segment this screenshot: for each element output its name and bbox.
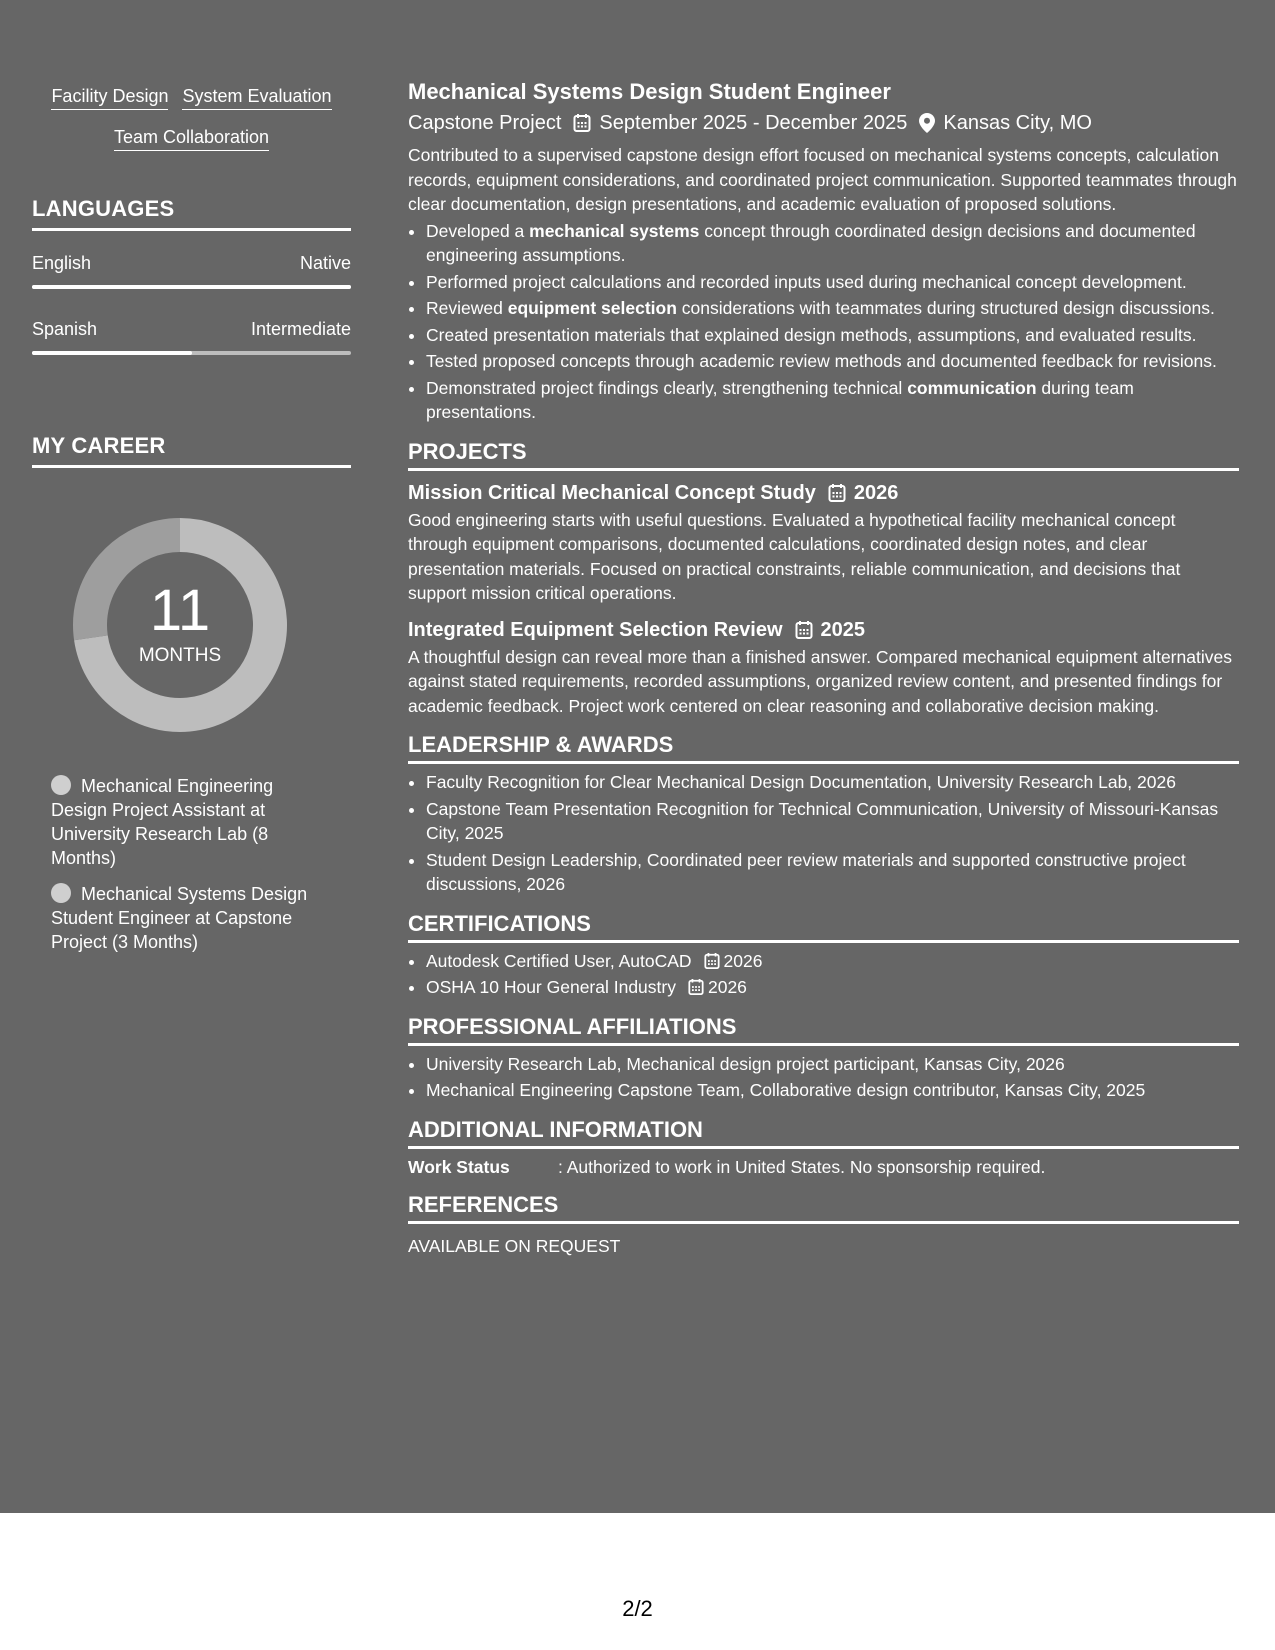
skill-tag: Team Collaboration (114, 125, 269, 151)
leadership-item: • Faculty Recognition for Clear Mechanical Design Documentation, University Research Lab, 2026 (426, 770, 1239, 795)
career-legend-dot (51, 775, 71, 795)
left-column (32, 78, 351, 966)
project-title: Integrated Equipment Selection Review (408, 618, 783, 641)
affiliation-item: • University Research Lab, Mechanical design project participant, Kansas City, 2026 (426, 1052, 1239, 1077)
job-bullets (408, 219, 1239, 425)
job-dates: September 2025 - December 2025 (599, 112, 908, 134)
additional-info-heading: ADDITIONAL INFORMATION (408, 1117, 1239, 1149)
certification-year: 2026 (707, 977, 747, 997)
languages-heading: LANGUAGES (32, 196, 351, 231)
affiliations-list (408, 1052, 1239, 1103)
job-bullet: • Reviewed equipment selection considerations with teammates during structured design discussions. (426, 296, 1239, 321)
language-proficiency-fill (32, 285, 351, 289)
language-item (32, 319, 351, 355)
career-total-value: 11 (149, 578, 211, 643)
language-proficiency-bar (32, 351, 351, 355)
certifications-list (408, 949, 1239, 1000)
job-title: Mechanical Systems Design Student Engineer (408, 79, 891, 104)
career-item (51, 774, 331, 870)
language-name: Spanish (32, 319, 98, 339)
certifications-heading: CERTIFICATIONS (408, 911, 1239, 943)
certification-year: 2026 (723, 950, 763, 971)
skill-tag: System Evaluation (182, 84, 331, 110)
language-item (32, 253, 351, 289)
calendar-icon (828, 483, 846, 503)
language-proficiency-bar (32, 285, 351, 289)
certification-name: • OSHA 10 Hour General Industry (426, 977, 676, 997)
project-description: A thoughtful design can reveal more than a finished answer. Compared mechanical equipment alternatives against stated requirements, recorded assumptions, organized review content, and presented findings for academic feedback. Project work centered on clear reasoning and collaborative decision making. (408, 646, 1232, 716)
job-bullet: • Demonstrated project findings clearly, strengthening technical communication during team presentations. (426, 376, 1239, 425)
affiliations-heading: PROFESSIONAL AFFILIATIONS (408, 1014, 1239, 1046)
job-bullet: • Performed project calculations and recorded inputs used during mechanical concept development. (426, 270, 1239, 295)
language-level: Native (299, 253, 351, 273)
right-column (408, 78, 1239, 1257)
career-item-text: Mechanical Engineering Design Project Assistant at University Research Lab (8 Months) (51, 776, 274, 868)
language-name: English (32, 253, 92, 273)
job-bullet: • Developed a mechanical systems concept through coordinated design decisions and documented engineering assumptions. (426, 219, 1239, 268)
company-name: Capstone Project (408, 112, 562, 134)
job-meta (408, 109, 1239, 137)
career-list (51, 774, 331, 954)
certification-item (426, 949, 1239, 974)
work-status-label: Work Status (408, 1156, 510, 1177)
career-total-unit: MONTHS (138, 645, 222, 666)
calendar-icon (795, 620, 813, 640)
career-heading: MY CAREER (32, 433, 351, 468)
references-heading: REFERENCES (408, 1192, 1239, 1224)
career-legend-dot (51, 883, 71, 903)
projects-heading: PROJECTS (408, 439, 1239, 471)
career-item-text: Mechanical Systems Design Student Engineer at Capstone Project (3 Months) (51, 884, 308, 952)
affiliation-item: • Mechanical Engineering Capstone Team, Collaborative design contributor, Kansas City, 2025 (426, 1078, 1239, 1103)
language-proficiency-fill (32, 351, 192, 355)
language-level: Intermediate (250, 319, 351, 339)
calendar-icon (688, 978, 704, 996)
project-title: Mission Critical Mechanical Concept Study (408, 481, 816, 504)
leadership-item: • Student Design Leadership, Coordinated peer review materials and supported constructive project discussions, 2026 (426, 848, 1239, 897)
references-text: AVAILABLE ON REQUEST (408, 1235, 621, 1256)
job-location: Kansas City, MO (943, 112, 1092, 134)
project-item (408, 616, 1239, 719)
project-year: 2026 (853, 481, 899, 504)
location-pin-icon (919, 113, 935, 133)
calendar-icon (704, 952, 720, 970)
calendar-icon (573, 113, 591, 133)
certification-item (426, 975, 1239, 1000)
project-item (408, 479, 1239, 606)
skills-list (32, 78, 351, 160)
page-number: 2/2 (622, 1596, 653, 1621)
work-status-value: : Authorized to work in United States. No sponsorship required. (558, 1156, 1046, 1177)
career-item (51, 882, 331, 954)
skill-tag: Facility Design (51, 84, 168, 110)
job-bullet: • Tested proposed concepts through academic review methods and documented feedback for revisions. (426, 349, 1239, 374)
leadership-list (408, 770, 1239, 897)
career-donut-chart (67, 512, 293, 738)
project-year: 2025 (820, 618, 866, 641)
job-bullet: • Created presentation materials that explained design methods, assumptions, and evaluated results. (426, 323, 1239, 348)
leadership-item: • Capstone Team Presentation Recognition for Technical Communication, University of Missouri-Kansas City, 2025 (426, 797, 1239, 846)
certification-name: • Autodesk Certified User, AutoCAD (426, 950, 692, 971)
job-summary: Contributed to a supervised capstone design effort focused on mechanical systems concepts, calculation records, equipment considerations, and coordinated project communication. Supported teammates through clear documentation, design presentations, and academic evaluation of proposed solutions. (408, 145, 1237, 214)
leadership-heading: LEADERSHIP & AWARDS (408, 732, 1239, 764)
work-status-row (408, 1157, 1239, 1178)
project-description: Good engineering starts with useful questions. Evaluated a hypothetical facility mechanical concept through equipment comparisons, documented calculations, coordinated design notes, and clear presentation materials. Focused on practical constraints, reliable communication, and decisions that support mission critical operations. (408, 509, 1181, 603)
